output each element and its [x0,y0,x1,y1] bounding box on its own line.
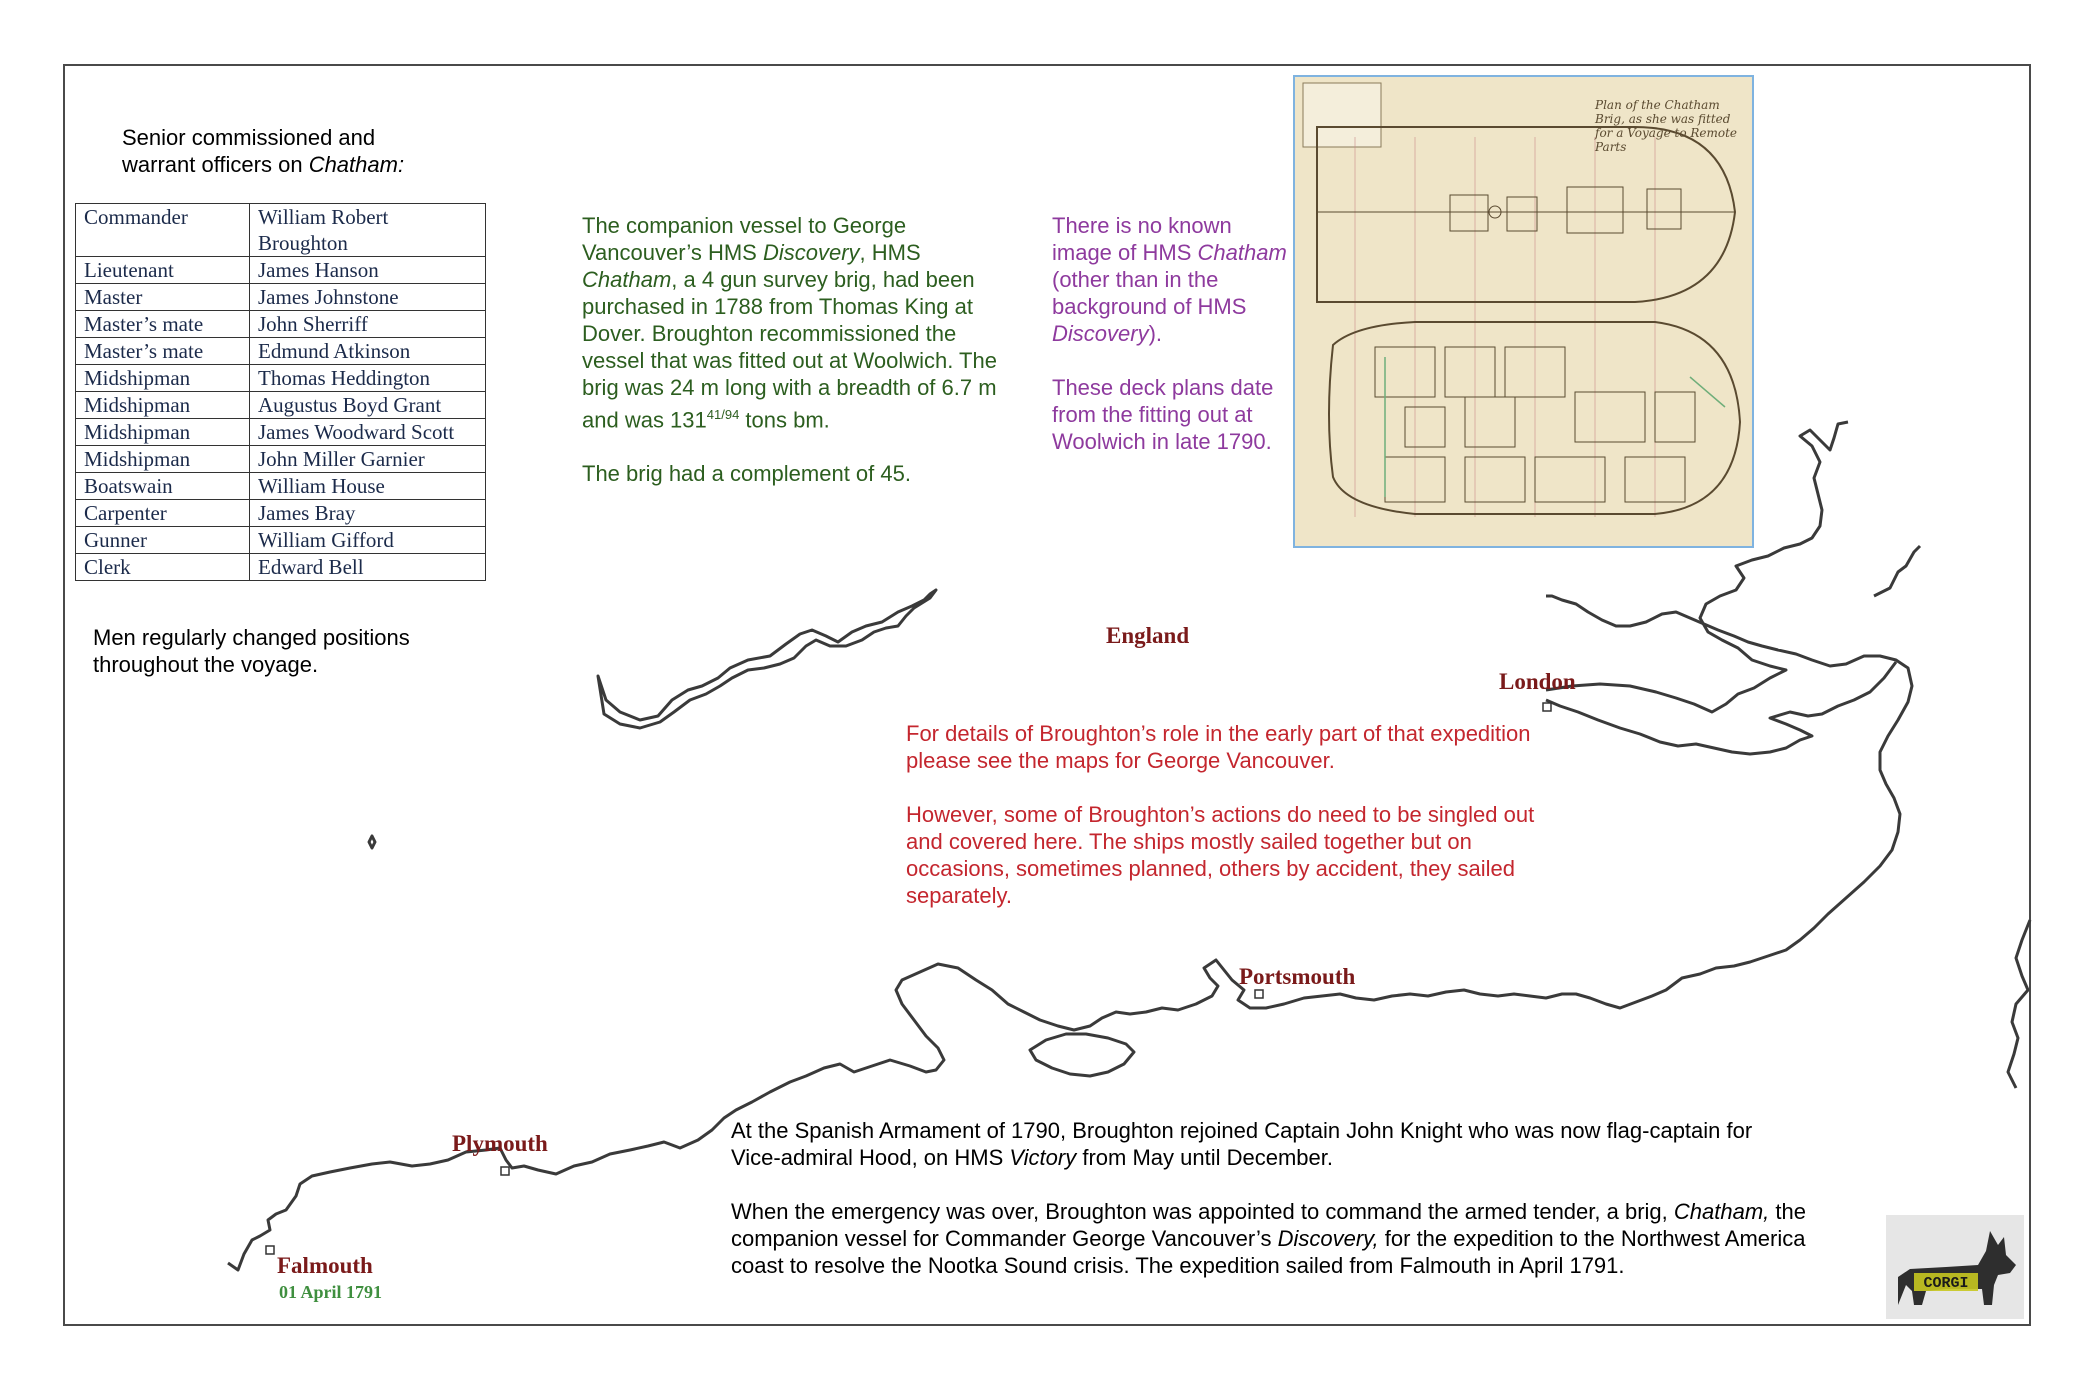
falmouth-label: Falmouth [277,1253,373,1278]
portsmouth-marker [1255,990,1263,998]
officer-name: John Miller Garnier [250,446,486,473]
officer-name: William Gifford [250,527,486,554]
officer-row [76,419,486,446]
plymouth-label: Plymouth [452,1131,548,1156]
officer-row [76,554,486,581]
officers-note: Men regularly changed positions throughout the voyage. [93,625,410,677]
armament-p1: At the Spanish Armament of 1790, Broughton rejoined Captain John Knight who was now flag-captain for Vice-admiral Hood, on HMS Victory from May until December. [731,1118,1753,1170]
england-label: England [1106,623,1190,648]
officer-name: William Robert Broughton [250,204,486,257]
officer-row [76,500,486,527]
deck-plan-note-p2: These deck plans date from the fitting out at Woolwich in late 1790. [1052,375,1274,454]
officer-name: James Woodward Scott [250,419,486,446]
officer-rank: Carpenter [76,500,250,527]
officer-row [76,204,486,257]
officer-name: James Johnstone [250,284,486,311]
officers-table [75,203,486,581]
ship-description-p2: The brig had a complement of 45. [582,461,911,487]
officer-rank: Midshipman [76,446,250,473]
officer-rank: Master’s mate [76,338,250,365]
small-island [369,836,375,848]
officer-name: Edward Bell [250,554,486,581]
deck-plan-title: Plan of the Chatham Brig, as she was fitted for a Voyage to Remote Parts [1595,98,1738,154]
plymouth-marker [501,1167,509,1175]
london-marker [1543,703,1551,711]
officers-heading [122,124,522,178]
broughton-role-p1: For details of Broughton’s role in the early part of that expedition please see the maps for George Vancouver. [906,721,1531,773]
officer-rank: Gunner [76,527,250,554]
officer-row [76,311,486,338]
officer-rank: Midshipman [76,365,250,392]
ship-description [582,212,1002,514]
corgi-logo-text: CORGI [1923,1275,1969,1292]
officer-row [76,446,486,473]
officer-rank: Boatswain [76,473,250,500]
officer-rank: Commander [76,204,250,257]
east-anglia-coastline [1874,546,1920,596]
officer-rank: Clerk [76,554,250,581]
portsmouth-label: Portsmouth [1239,964,1356,989]
officer-row [76,365,486,392]
isle-of-wight-coastline [1030,1034,1134,1076]
officer-rank: Master’s mate [76,311,250,338]
officer-name: Augustus Boyd Grant [250,392,486,419]
officer-rank: Midshipman [76,419,250,446]
london-label: London [1499,669,1576,694]
wales-coastline [598,590,936,728]
officer-row [76,284,486,311]
falmouth-date: 01 April 1791 [279,1282,383,1302]
officer-name: Thomas Heddington [250,365,486,392]
armament-p2: When the emergency was over, Broughton was appointed to command the armed tender, a brig, Chatham, the companion vessel for Commander George Vancouver’s Discovery, for the expedition to the Northwest America coast to resolve the Nootka Sound crisis. The expedition sailed from Falmouth in April 1791. [731,1199,1806,1278]
officers-heading-line1: Senior commissioned and [122,125,376,150]
officer-rank: Master [76,284,250,311]
france-coastline [2008,920,2030,1088]
officer-row [76,527,486,554]
corgi-silhouette-icon [1886,1215,2024,1319]
officer-name: William House [250,473,486,500]
officer-row [76,473,486,500]
officer-rank: Lieutenant [76,257,250,284]
armament-note [731,1117,1806,1306]
officer-row [76,257,486,284]
deck-plan-note-p1: There is no known image of HMS Chatham (other than in the background of HMS Discovery). [1052,213,1287,346]
corgi-logo [1886,1215,2024,1319]
officers-heading-line2: warrant officers on [122,152,309,177]
ship-description-p1: The companion vessel to George Vancouver’s HMS Discovery, HMS Chatham, a 4 gun survey brig, had been purchased in 1788 from Thomas King at Dover. Broughton recommissioned the vessel that was fitted out at Woolwich. The brig was 24 m long with a breadth of 6.7 m and was $131^{41/94}$ tons bm. [582,213,997,433]
officer-row [76,338,486,365]
broughton-role-p2: However, some of Broughton’s actions do need to be singled out and covered here. The ships mostly sailed together but on occasions, sometimes planned, others by accident, they sailed separately. [906,802,1535,908]
officers-heading-ship: Chatham: [308,152,405,177]
officer-name: James Bray [250,500,486,527]
deck-plan-note [1052,212,1292,482]
officer-name: James Hanson [250,257,486,284]
broughton-role-note [906,720,1546,936]
officer-rank: Midshipman [76,392,250,419]
officer-name: John Sherriff [250,311,486,338]
officer-name: Edmund Atkinson [250,338,486,365]
falmouth-marker [266,1246,274,1254]
officers-table-body [76,204,486,581]
officer-row [76,392,486,419]
